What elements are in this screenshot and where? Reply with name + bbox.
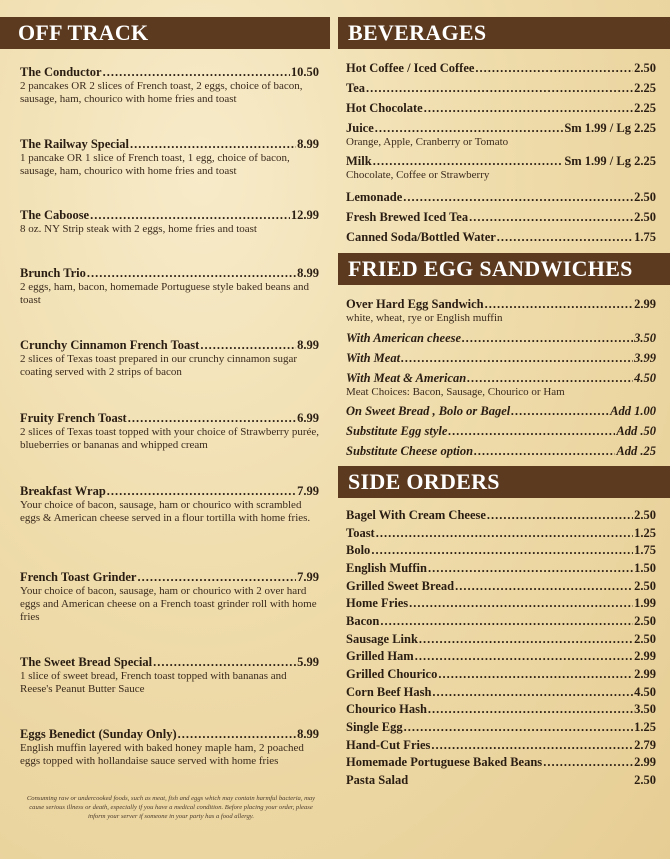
item-price: 8.99 [297, 338, 319, 352]
item-name: Eggs Benedict (Sunday Only) [20, 727, 177, 741]
menu-item [346, 720, 656, 735]
item-description: 1 slice of sweet bread, French toast topped with bananas and Reese's Peanut Butter Sauce [20, 670, 287, 696]
item-name: Juice [346, 121, 374, 135]
menu-item [20, 65, 319, 106]
item-name: Hot Chocolate [346, 101, 423, 115]
menu-item [346, 685, 656, 700]
item-price: 1.99 [634, 596, 656, 611]
menu-item [346, 81, 656, 96]
item-price: 12.99 [290, 208, 319, 222]
item-price: 1.25 [634, 720, 656, 735]
item-name: Homemade Portuguese Baked Beans [346, 755, 543, 770]
item-name: French Toast Grinder [20, 570, 137, 584]
menu-item [346, 444, 656, 459]
item-price: 2.25 [634, 101, 656, 115]
item-price: 10.50 [290, 65, 319, 79]
item-price: 2.50 [634, 210, 656, 225]
menu-item [346, 508, 656, 523]
item-name: The Railway Special [20, 137, 130, 151]
off-track-section [0, 17, 330, 49]
item-name: Milk [346, 154, 372, 169]
item-description: English muffin layered with baked honey maple ham, 2 poached eggs topped with hollandaise sauce served with home fries [20, 742, 304, 768]
menu-item [346, 61, 656, 76]
item-price: 7.99 [297, 570, 319, 584]
beverages-header: BEVERAGES [338, 17, 670, 49]
item-name: Brunch Trio [20, 266, 86, 280]
item-name: On Sweet Bread , Bolo or Bagel [346, 403, 511, 418]
menu-item [346, 371, 656, 399]
item-price: 1.25 [634, 525, 656, 540]
item-price: 4.50 [634, 370, 656, 385]
menu-item [346, 773, 656, 788]
item-name: Grilled Chourico [346, 667, 438, 681]
menu-item [20, 570, 319, 625]
beverages-list [338, 49, 670, 245]
item-name: With Meat & American [346, 370, 467, 385]
item-price: 2.79 [634, 737, 656, 752]
menu-item [20, 411, 319, 452]
menu-item [346, 190, 656, 205]
menu-item [346, 614, 656, 629]
item-price: 2.50 [634, 190, 656, 205]
item-name: Hand-Cut Fries [346, 737, 431, 752]
item-description: Your choice of bacon, sausage, ham or chourico with scrambled eggs & American cheese served in a flour tortilla with home fries. [20, 499, 311, 525]
item-name: Crunchy Cinnamon French Toast [20, 338, 200, 352]
item-price: 8.99 [297, 266, 319, 280]
item-price: Add .50 [616, 423, 656, 438]
menu-item [346, 297, 656, 325]
item-price: 5.99 [297, 655, 319, 669]
item-name: Hot Coffee / Iced Coffee [346, 61, 475, 75]
item-description: 2 slices of Texas toast topped with your choice of Strawberry purée, blueberries or bananas and whipped cream [20, 426, 319, 452]
item-description: 2 slices of Texas toast prepared in our crunchy cinnamon sugar coating served with 2 strips of bacon [20, 353, 297, 379]
menu-item [20, 137, 319, 178]
item-name: Single Egg [346, 720, 403, 735]
item-name: The Sweet Bread Special [20, 655, 153, 669]
menu-item [346, 649, 656, 664]
menu-item [346, 632, 656, 647]
menu-item [346, 121, 656, 149]
menu-item [346, 230, 656, 245]
item-price: 3.50 [634, 330, 656, 345]
food-allergy-disclaimer: Consuming raw or undercooked foods, such as meat, fish and eggs which may contain harmful bacteria, may cause serious illness or death, especially if you have a medical condition. Before placing your order, please inform your server if someone in your party has a food allergy. [26, 795, 316, 820]
item-description: 8 oz. NY Strip steak with 2 eggs, home fries and toast [20, 223, 257, 235]
item-description: white, wheat, rye or English muffin [346, 312, 503, 325]
menu-item [20, 208, 319, 236]
item-name: The Conductor [20, 65, 102, 79]
item-name: Fresh Brewed Iced Tea [346, 210, 469, 225]
menu-item [346, 101, 656, 116]
item-name: Grilled Sweet Bread [346, 578, 455, 593]
menu-item [346, 579, 656, 594]
item-price: 3.99 [634, 350, 656, 365]
menu-item [346, 702, 656, 717]
item-price: 8.99 [297, 727, 319, 741]
item-price: 6.99 [297, 411, 319, 425]
item-name: Substitute Egg style [346, 423, 448, 438]
item-price: 3.50 [634, 702, 656, 717]
item-price: 1.75 [634, 543, 656, 558]
item-price: 2.99 [634, 297, 656, 312]
menu-item [346, 755, 656, 770]
item-name: Canned Soda/Bottled Water [346, 230, 496, 245]
menu-item [20, 727, 319, 768]
item-name: English Muffin [346, 560, 427, 575]
item-name: Home Fries [346, 596, 409, 611]
item-price: 1.50 [634, 560, 656, 575]
item-price: Add 1.00 [610, 403, 656, 418]
menu-item [20, 266, 319, 307]
item-name: Pasta Salad [346, 773, 409, 788]
item-name: Substitute Cheese option [346, 443, 474, 458]
item-description: 2 pancakes OR 2 slices of French toast, 2 eggs, choice of bacon, sausage, ham, chourico with home fries and toast [20, 80, 303, 106]
item-name: Chourico Hash [346, 702, 427, 717]
menu-item [346, 351, 656, 366]
menu-item [346, 561, 656, 576]
item-name: Bacon [346, 613, 380, 628]
item-price: Sm 1.99 / Lg 2.25 [564, 154, 656, 169]
menu-item [346, 667, 656, 682]
item-description: Chocolate, Coffee or Strawberry [346, 169, 490, 182]
item-price: 4.50 [634, 684, 656, 699]
item-price: 2.50 [634, 507, 656, 522]
item-name: With Meat [346, 350, 401, 365]
item-price: 2.50 [634, 613, 656, 628]
item-name: Over Hard Egg Sandwich [346, 297, 484, 312]
item-name: Bagel With Cream Cheese [346, 507, 486, 522]
item-description: Orange, Apple, Cranberry or Tomato [346, 136, 509, 148]
menu-item [346, 331, 656, 346]
menu-item [346, 424, 656, 439]
menu-item [20, 655, 319, 696]
fried-egg-sandwiches-header: FRIED EGG SANDWICHES [338, 253, 670, 285]
menu-item [20, 484, 319, 525]
item-price: 2.50 [634, 578, 656, 593]
item-name: Bolo [346, 543, 371, 558]
item-name: Corn Beef Hash [346, 684, 432, 699]
menu-item [346, 543, 656, 558]
menu-item [346, 738, 656, 753]
item-description: Meat Choices: Bacon, Sausage, Chourico or Ham [346, 385, 565, 398]
item-price: Sm 1.99 / Lg 2.25 [564, 121, 656, 135]
item-name: Fruity French Toast [20, 411, 127, 425]
right-column [338, 17, 670, 791]
menu-item [346, 526, 656, 541]
item-price: 7.99 [297, 484, 319, 498]
menu-item [346, 404, 656, 419]
item-description: 1 pancake OR 1 slice of French toast, 1 egg, choice of bacon, sausage, ham, chourico with home fries and toast [20, 152, 290, 178]
fried-egg-list [338, 285, 670, 458]
item-name: Sausage Link [346, 631, 418, 646]
menu-item [346, 596, 656, 611]
item-price: 2.50 [634, 61, 656, 75]
item-price: Add .25 [616, 443, 656, 458]
menu-item [20, 338, 319, 379]
item-name: Tea [346, 81, 365, 95]
item-price: 2.99 [634, 755, 656, 770]
item-name: Breakfast Wrap [20, 484, 106, 498]
item-price: 2.99 [634, 667, 656, 681]
menu-item [346, 154, 656, 182]
item-name: The Caboose [20, 208, 90, 222]
item-description: 2 eggs, ham, bacon, homemade Portuguese style baked beans and toast [20, 281, 309, 307]
off-track-header: OFF TRACK [0, 17, 330, 49]
item-name: Grilled Ham [346, 649, 414, 664]
item-price: 2.50 [634, 631, 656, 646]
item-price: 2.50 [634, 773, 656, 788]
item-name: Lemonade [346, 190, 403, 205]
side-orders-list [338, 498, 670, 788]
item-price: 1.75 [634, 230, 656, 245]
item-price: 2.25 [634, 81, 656, 95]
side-orders-header: SIDE ORDERS [338, 466, 670, 498]
menu-item [346, 210, 656, 225]
item-price: 8.99 [297, 137, 319, 151]
item-name: Toast [346, 525, 375, 540]
item-price: 2.99 [634, 649, 656, 664]
item-name: With American cheese [346, 330, 462, 345]
item-description: Your choice of bacon, sausage, ham or chourico with 2 over hard eggs and American cheese on a French toast grinder roll with home fries [20, 585, 317, 624]
